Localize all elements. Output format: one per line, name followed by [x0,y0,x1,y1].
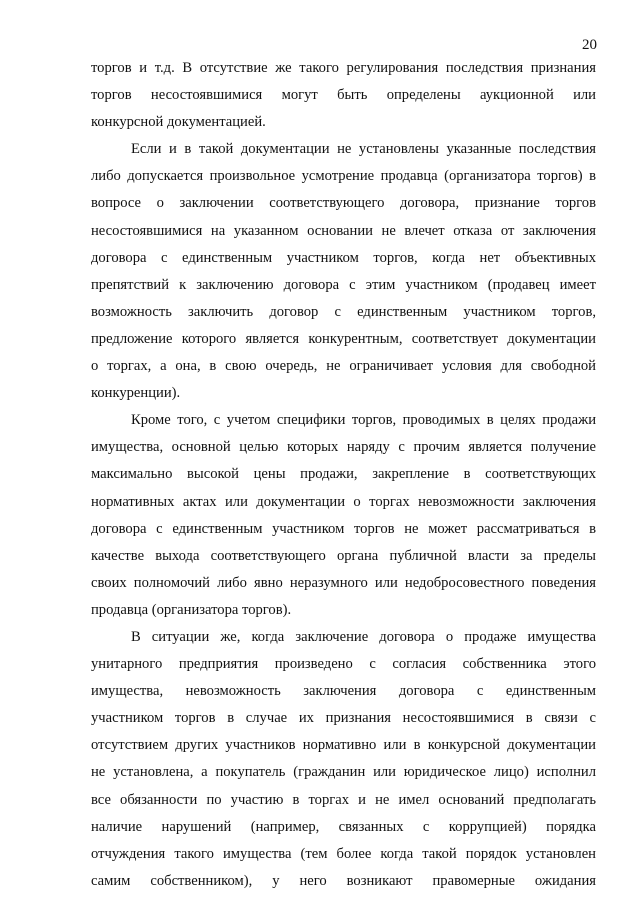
text-line: либо допускается произвольное усмотрение продавца (организатора торгов) в [91,168,596,185]
text-line: унитарного предприятия произведено с согласия собственника этого [91,656,596,673]
paragraph [91,136,596,407]
text-line: наличие нарушений (например, связанных с коррупцией) порядка [91,818,596,835]
text-line: конкурсной документацией. [91,114,266,131]
text-line: несостоявшимися на указанном основании не влечет отказа от заключения [91,222,596,239]
document-body [91,55,596,895]
text-line: конкуренции). [91,385,181,402]
text-line: вопросе о заключении соответствующего договора, признание торгов [91,195,596,212]
text-line: предложение которого является конкурентным, соответствует документации [91,330,596,347]
text-line: отсутствием других участников нормативно или в конкурсной документации [91,737,596,754]
paragraph [91,55,596,136]
text-line: продавца (организатора торгов). [91,601,292,618]
text-line: качестве выхода соответствующего органа публичной власти за пределы [91,547,596,564]
text-line: договора с единственным участником торгов не может рассматриваться в [91,520,596,537]
text-line: не установлена, а покупатель (гражданин или юридическое лицо) исполнил [91,764,596,781]
text-line: нормативных актах или документации о торгах невозможности заключения [91,493,596,510]
text-line: все обязанности по участию в торгах и не имел оснований предполагать [91,791,596,808]
text-line: участником торгов в случае их признания несостоявшимися в связи с [91,710,596,727]
text-line: отчуждения такого имущества (тем более когда такой порядок установлен [91,845,596,862]
text-line: своих полномочий либо явно неразумного или недобросовестного поведения [91,574,596,591]
text-line: торгов и т.д. В отсутствие же такого регулирования последствия признания [91,60,596,76]
text-line: о торгах, а она, в свою очередь, не ограничивает условия для свободной [91,358,596,375]
text-line: торгов несостоявшимися могут быть определены аукционной или [91,87,596,104]
text-line: Если и в такой документации не установлены указанные последствия [131,141,596,158]
paragraph [91,624,596,895]
text-line: договора с единственным участником торгов, когда нет объективных [91,249,596,266]
text-line: имущества, невозможность заключения договора с единственным [91,683,596,700]
paragraph [91,407,596,624]
text-line: максимально высокой цены продажи, закрепление в соответствующих [91,466,596,483]
text-line: имущества, основной целью которых наряду с прочим является получение [91,439,596,456]
page-number: 20 [582,37,597,53]
text-line: возможность заключить договор с единственным участником торгов, [91,303,596,320]
text-line: самим собственником), у него возникают правомерные ожидания [91,872,596,889]
text-line: Кроме того, с учетом специфики торгов, проводимых в целях продажи [131,412,596,429]
text-line: препятствий к заключению договора с этим участником (продавец имеет [91,276,596,293]
text-line: В ситуации же, когда заключение договора о продаже имущества [131,628,596,645]
